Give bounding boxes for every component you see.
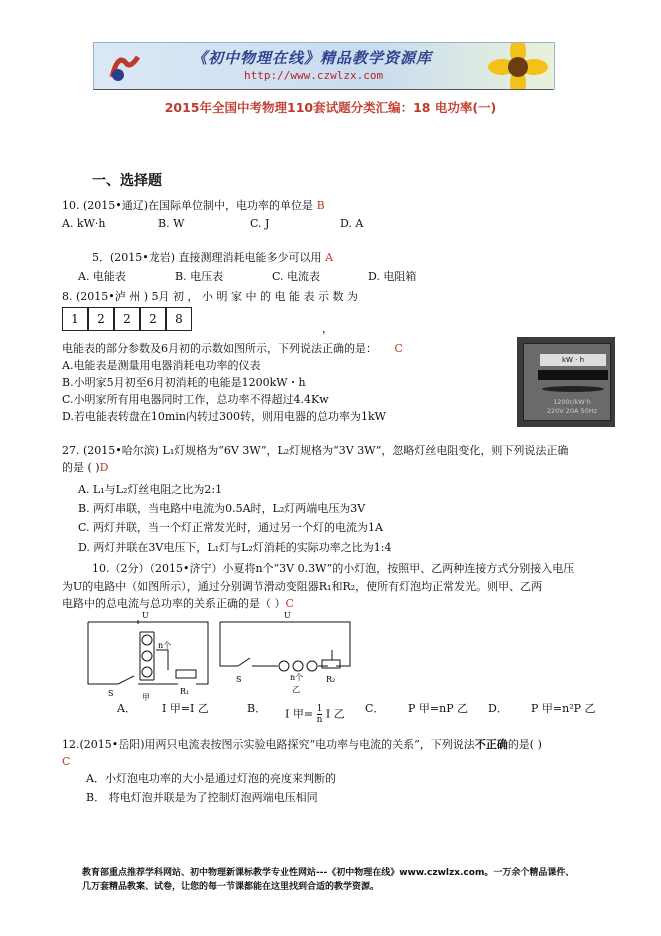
header-rule bbox=[93, 89, 553, 90]
voltage-label: U bbox=[142, 611, 149, 620]
meter-unit-label: kW · h bbox=[540, 354, 606, 366]
answer-mark: A bbox=[325, 251, 334, 264]
option-a-value: I 甲=I 乙 bbox=[162, 702, 209, 715]
option-a: A． bbox=[117, 702, 136, 715]
electric-meter-photo bbox=[517, 337, 615, 427]
meter-spec bbox=[534, 398, 610, 416]
banner-title: 《初中物理在线》精品教学资源库 bbox=[192, 49, 433, 67]
circuit-jia bbox=[88, 620, 208, 684]
option-c: C. J bbox=[250, 217, 270, 230]
banner-url[interactable]: http://www.czwlzx.com bbox=[244, 69, 384, 82]
question-5-stem bbox=[92, 251, 333, 265]
question-8-line2 bbox=[62, 342, 403, 356]
option-c: C.小明家所有用电器同时工作，总功率不得超过4.4Kw bbox=[62, 393, 329, 406]
option-d: D.若电能表转盘在10min内转过300转，则用电器的总功率为1kW bbox=[62, 410, 386, 423]
meter-digit: 2 bbox=[88, 307, 114, 331]
resistor-label: R₂ bbox=[326, 675, 336, 684]
question-8-stem: 8. (2015•泸 州 ) 5月 初 ， 小 明 家 中 的 电 能 表 示 数 为 bbox=[62, 290, 358, 303]
page-footer bbox=[82, 866, 602, 894]
question-stem-text: 5．(2015•龙岩) 直接测理消耗电能多少可以用 bbox=[92, 251, 322, 264]
question-27-stem: 27. (2015•哈尔滨) L₁灯规格为“6V 3W”，L₂灯规格为“3V 3W”，忽略灯丝电阻变化，则下列说法正确 bbox=[62, 444, 569, 457]
header-banner bbox=[93, 42, 555, 90]
option-b-prefix: I 甲= bbox=[285, 707, 314, 721]
switch-label: S bbox=[236, 675, 242, 684]
site-logo-icon bbox=[108, 49, 142, 83]
meter-disc-slot bbox=[542, 386, 604, 392]
meter-digit: 8 bbox=[166, 307, 192, 331]
option-b: B. 两灯串联，当电路中电流为0.5A时，L₂灯两端电压为3V bbox=[78, 502, 366, 515]
meter-counter-window bbox=[538, 370, 608, 380]
answer-mark: C bbox=[62, 755, 71, 768]
meter-digit: 2 bbox=[140, 307, 166, 331]
answer-mark: D bbox=[99, 461, 109, 474]
option-d: D. 两灯并联在3V电压下，L₁灯与L₂灯消耗的实际功率之比为1:4 bbox=[78, 541, 392, 554]
answer-mark: B bbox=[316, 199, 325, 212]
option-a: A. L₁与L₂灯丝电阻之比为2:1 bbox=[78, 483, 223, 496]
voltage-label: U bbox=[284, 611, 291, 620]
option-b: B.小明家5月初至6月初消耗的电能是1200kW・h bbox=[62, 376, 306, 389]
option-a: A. kW·h bbox=[62, 217, 106, 230]
option-b-suffix: I 乙 bbox=[325, 707, 345, 721]
meter-digit-display bbox=[62, 307, 190, 331]
option-d: D. 电阻箱 bbox=[368, 270, 417, 283]
meter-spec-line: 1200r/kW·h bbox=[553, 398, 591, 406]
question-stem-text: 电能表的部分参数及6月初的示数如图所示，下列说法正确的是： bbox=[62, 342, 377, 355]
option-a: A.电能表是测量用电器消耗电功率的仪表 bbox=[62, 359, 261, 372]
option-d-value: P 甲=n²P 乙 bbox=[531, 702, 596, 715]
option-b: B. W bbox=[158, 217, 185, 230]
switch-label: S bbox=[108, 689, 114, 698]
option-a: A．小灯泡电功率的大小是通过灯泡的亮度来判断的 bbox=[86, 772, 336, 785]
question-stem-text: 电路中的总电流与总功率的关系正确的是（ ） bbox=[62, 597, 286, 610]
footer-line: 几万套精品教案、试卷，让您的每一节课都能在这里找到合适的教学资源。 bbox=[82, 882, 380, 892]
question-10b-line1: 10.（2分）（2015•济宁）小夏将n个“3V 0.3W”的小灯泡，按照甲、乙两种连接方式分别接入电压 bbox=[92, 562, 575, 575]
answer-mark: C bbox=[285, 597, 294, 610]
meter-spec-line: 220V 20A 50Hz bbox=[546, 407, 598, 415]
lamp-count-label: n个 bbox=[158, 641, 172, 650]
option-b: B. 电压表 bbox=[175, 270, 224, 283]
resistor-label: R₁ bbox=[180, 687, 190, 696]
question-10-stem bbox=[62, 199, 325, 213]
meter-digit: 1 bbox=[62, 307, 88, 331]
fraction bbox=[317, 704, 323, 725]
question-stem-text: 的是 ( ) bbox=[62, 461, 100, 474]
fraction-numerator: 1 bbox=[316, 704, 323, 714]
option-b: B． 将电灯泡并联是为了控制灯泡两端电压相同 bbox=[86, 791, 318, 804]
question-stem-text: 的是( ) bbox=[507, 738, 542, 751]
option-c: C． bbox=[365, 702, 385, 715]
option-b: B． bbox=[247, 702, 267, 715]
answer-mark: C bbox=[394, 342, 403, 355]
question-27-stem2 bbox=[62, 461, 108, 475]
option-d: D． bbox=[488, 702, 508, 715]
question-12-stem bbox=[62, 738, 542, 752]
option-c: C. 电流表 bbox=[272, 270, 321, 283]
question-stem-text: 12.(2015•岳阳)用两只电流表按图示实验电路探究“电功率与电流的关系”，下列说法 bbox=[62, 738, 475, 751]
meter-digit: 2 bbox=[114, 307, 140, 331]
circuit-diagram bbox=[78, 610, 358, 702]
section-heading: 一、选择题 bbox=[92, 173, 162, 189]
option-b-value bbox=[285, 704, 345, 725]
meter-frame bbox=[523, 343, 611, 421]
question-emphasis: 不正确 bbox=[474, 738, 508, 751]
circuit-yi bbox=[220, 622, 350, 671]
question-10b-line3 bbox=[62, 597, 294, 611]
footer-line: 教育部重点推荐学科网站、初中物理新课标教学专业性网站---《初中物理在线》www.czwlzx.com。一万余个精品课件、 bbox=[82, 868, 575, 878]
question-10b-line2: 为U的电路中（如图所示），通过分别调节滑动变阻器R₁和R₂，使所有灯泡均正常发光。则甲、乙两 bbox=[62, 580, 543, 593]
circuit-name: 甲 bbox=[142, 693, 150, 702]
comma-mark: ， bbox=[322, 322, 333, 335]
lamp-count-label: n个 bbox=[290, 673, 304, 682]
option-a: A. 电能表 bbox=[78, 270, 126, 283]
question-stem-text: 10. (2015•通辽)在国际单位制中，电功率的单位是 bbox=[62, 199, 314, 212]
sunflower-icon bbox=[478, 42, 548, 90]
circuit-name: 乙 bbox=[292, 685, 300, 694]
option-d: D. A bbox=[340, 217, 364, 230]
page-title: 2015年全国中考物理110套试题分类汇编：18 电功率(一) bbox=[164, 100, 497, 115]
fraction-denominator: n bbox=[316, 715, 323, 725]
option-c: C. 两灯并联，当一个灯正常发光时，通过另一个灯的电流为1A bbox=[78, 521, 383, 534]
option-c-value: P 甲=nP 乙 bbox=[408, 702, 469, 715]
